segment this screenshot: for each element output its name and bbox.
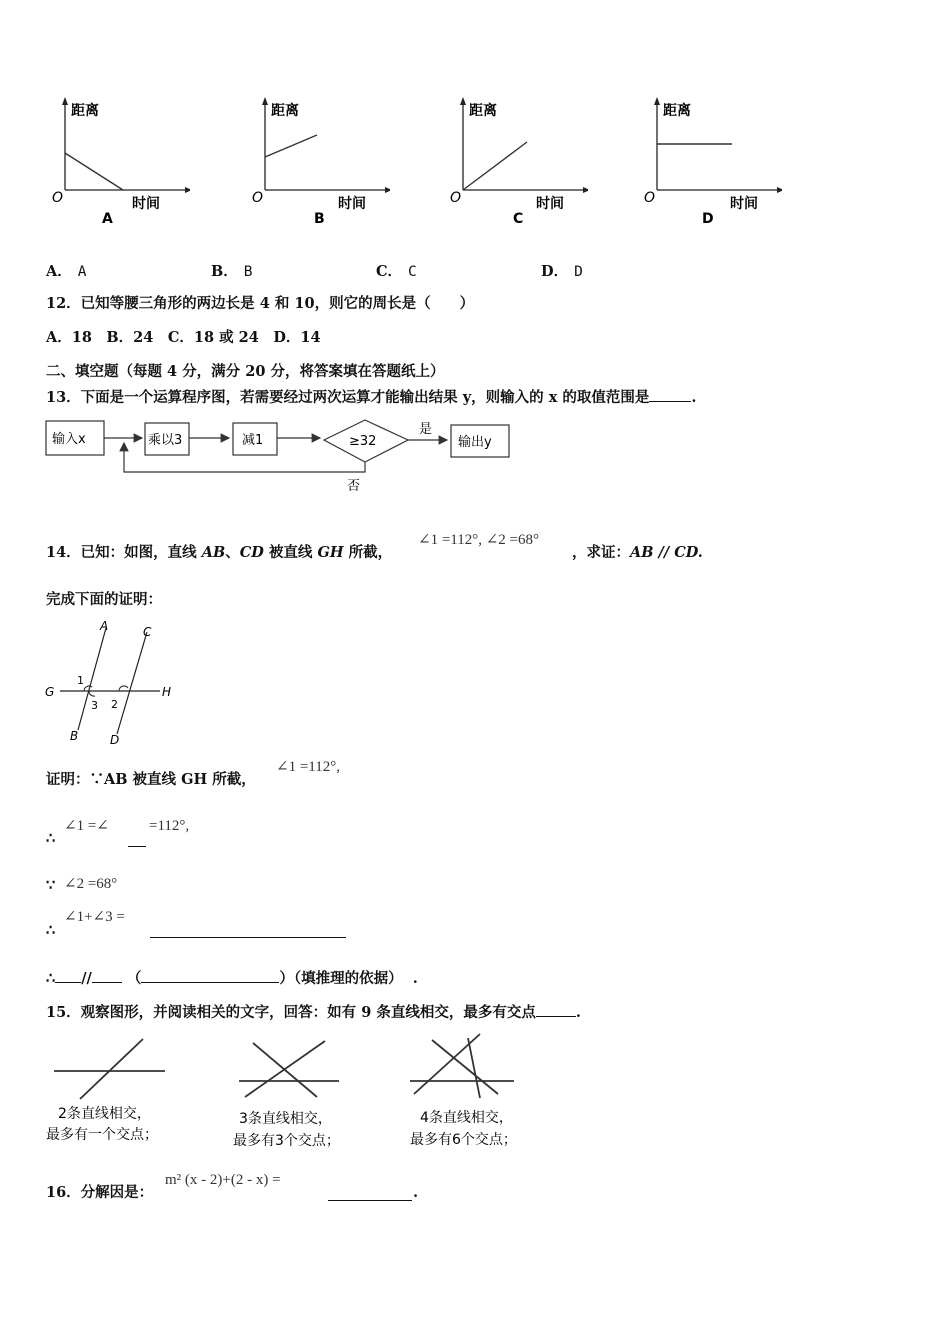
label-h: H xyxy=(162,685,172,699)
proof-line-3-math: ∠2 =68° xyxy=(64,876,118,892)
y-axis-label: 距离 xyxy=(469,103,497,119)
q11-option-d[interactable]: D． D xyxy=(541,263,583,280)
q16-end: . xyxy=(413,1184,419,1201)
proof-line-3-sym: ∵ xyxy=(46,877,56,894)
q12-options[interactable]: A．18 B．24 C．18 或 24 D．14 xyxy=(46,329,321,346)
label-c: C xyxy=(143,625,152,639)
q13-stem: 13．下面是一个运算程序图，若需要经过两次运算才能输出结果 y，则输入的 x 的取值范围是 . xyxy=(46,389,697,406)
y-axis-label: 距离 xyxy=(663,103,691,119)
q14-given: ∠1 =112°, ∠2 =68° xyxy=(418,532,539,548)
flow-subtract: 减1 xyxy=(242,433,264,448)
q12-stem: 12．已知等腰三角形的两边长是 4 和 10，则它的周长是（ ） xyxy=(46,295,475,312)
answer-blank[interactable] xyxy=(649,387,691,402)
flow-multiply: 乘以3 xyxy=(148,433,183,448)
q15-stem: 15．观察图形，并阅读相关的文字，回答：如有 9 条直线相交，最多有交点 . xyxy=(46,1004,581,1021)
answer-blank[interactable] xyxy=(141,968,279,983)
origin-label: O xyxy=(450,190,462,206)
graph-caption: A xyxy=(102,211,113,227)
graph-caption: B xyxy=(314,211,325,227)
proof-line-1: 证明：∵AB 被直线 GH 所截， xyxy=(46,771,256,788)
section-heading: 二、填空题（每题 4 分，满分 20 分，将答案填在答题纸上） xyxy=(46,363,445,380)
flow-output: 输出y xyxy=(458,435,492,450)
q15-figure-2 xyxy=(225,1035,365,1150)
q16-math: m² (x - 2)+(2 - x) = xyxy=(165,1172,281,1188)
graph-caption: D xyxy=(702,211,714,227)
proof-line-2-sym: ∴ xyxy=(46,830,56,847)
proof-line-5: ∴ // （ ）（填推理的依据） . xyxy=(46,970,418,987)
graph-caption: C xyxy=(513,211,524,227)
graph-c xyxy=(438,95,588,230)
x-axis-label: 时间 xyxy=(730,196,758,212)
answer-blank[interactable] xyxy=(92,968,122,983)
answer-blank[interactable] xyxy=(55,968,81,983)
graph-b xyxy=(240,95,390,230)
q15-figure-3 xyxy=(400,1030,540,1150)
flow-yes: 是 xyxy=(419,422,433,437)
answer-blank[interactable] xyxy=(150,923,346,938)
answer-blank[interactable] xyxy=(128,832,146,847)
x-axis-label: 时间 xyxy=(536,196,564,212)
origin-label: O xyxy=(52,190,64,206)
q11-option-a[interactable]: A． A xyxy=(46,263,87,280)
caption-line-2: 最多有一个交点； xyxy=(46,1127,158,1143)
q13-flowchart xyxy=(44,415,524,497)
q14-figure xyxy=(40,618,190,750)
proof-line-2-math-a: ∠1 =∠ xyxy=(64,818,109,834)
angle-2-label: 2 xyxy=(111,698,118,711)
q14-prove: ，求证：AB // CD. xyxy=(572,544,703,561)
origin-label: O xyxy=(644,190,656,206)
flow-input: 输入x xyxy=(52,432,86,447)
graph-a xyxy=(40,95,190,230)
proof-line-2-math-b: =112°, xyxy=(149,818,190,834)
y-axis-label: 距离 xyxy=(271,103,299,119)
angle-1-label: 1 xyxy=(77,674,84,687)
graph-d xyxy=(632,95,782,230)
caption-line-2: 最多有3个交点； xyxy=(233,1133,340,1149)
q14-complete: 完成下面的证明： xyxy=(46,591,162,608)
caption-line-1: 3条直线相交， xyxy=(239,1111,332,1127)
x-axis-label: 时间 xyxy=(338,196,366,212)
x-axis-label: 时间 xyxy=(132,196,160,212)
caption-line-1: 4条直线相交， xyxy=(420,1110,513,1126)
label-g: G xyxy=(45,685,55,699)
caption-line-2: 最多有6个交点； xyxy=(410,1132,517,1148)
label-a: A xyxy=(100,619,109,633)
flow-condition: ≥32 xyxy=(349,434,377,449)
proof-line-1-math: ∠1 =112°, xyxy=(276,759,340,775)
q16-stem: 16．分解因是： xyxy=(46,1184,154,1201)
caption-line-1: 2条直线相交， xyxy=(58,1106,151,1122)
flow-no: 否 xyxy=(347,479,361,494)
answer-blank[interactable] xyxy=(328,1186,412,1201)
origin-label: O xyxy=(252,190,264,206)
answer-blank[interactable] xyxy=(536,1002,576,1017)
label-d: D xyxy=(110,733,120,747)
proof-line-4-math: ∠1+∠3 = xyxy=(64,909,125,925)
label-b: B xyxy=(70,729,79,743)
q14-stem: 14．已知：如图，直线 AB、CD 被直线 GH 所截， xyxy=(46,544,393,561)
q11-option-c[interactable]: C． C xyxy=(376,263,417,280)
proof-line-4-sym: ∴ xyxy=(46,922,56,939)
y-axis-label: 距离 xyxy=(71,103,99,119)
angle-3-label: 3 xyxy=(91,699,98,712)
q11-option-b[interactable]: B． B xyxy=(211,263,253,280)
q15-figure-1 xyxy=(40,1035,175,1145)
